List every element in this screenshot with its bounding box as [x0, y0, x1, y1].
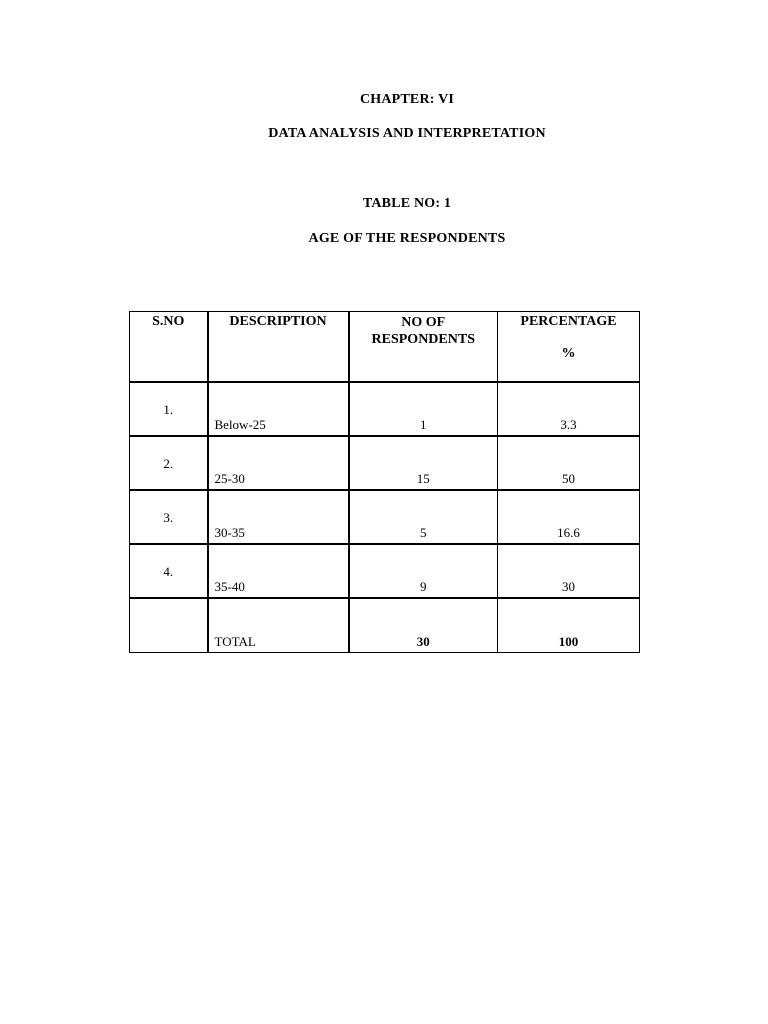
header-percentage-label: PERCENTAGE: [520, 314, 617, 329]
table-row: [130, 436, 640, 490]
row-description: Below-25: [214, 416, 266, 432]
row-percentage: 16.6: [557, 524, 580, 540]
row-sno: 1.: [163, 401, 174, 417]
row-sno: 4.: [163, 563, 174, 579]
row-percentage: 30: [562, 578, 575, 594]
chapter-heading: CHAPTER: VI: [359, 92, 455, 107]
row-description: 25-30: [214, 470, 245, 486]
header-sno: S.NO: [130, 312, 208, 382]
respondents-age-table: [129, 311, 640, 653]
table-row: [130, 544, 640, 598]
header-description: DESCRIPTION: [208, 312, 349, 382]
total-label: TOTAL: [214, 633, 256, 649]
table-total-row: [130, 598, 640, 653]
row-description: 30-35: [214, 524, 245, 540]
row-respondents: 1: [420, 416, 427, 432]
header-percentage-symbol: %: [561, 346, 576, 361]
row-sno: 3.: [163, 509, 174, 525]
table-row: [130, 382, 640, 436]
row-description: 35-40: [214, 578, 245, 594]
row-percentage: 3.3: [560, 416, 577, 432]
row-respondents: 15: [416, 470, 430, 486]
total-percentage: 100: [558, 633, 579, 649]
header-respondents: [349, 312, 498, 382]
table-caption: AGE OF THE RESPONDENTS: [308, 231, 506, 246]
row-respondents: 5: [420, 524, 427, 540]
header-respondents-label: NO OF RESPONDENTS: [371, 315, 475, 347]
total-respondents: 30: [416, 633, 430, 649]
row-sno: 2.: [163, 455, 174, 471]
table-number: TABLE NO: 1: [362, 196, 452, 211]
header-percentage: [498, 312, 640, 382]
row-percentage: 50: [562, 470, 575, 486]
table-header-row: [130, 312, 640, 382]
table-row: [130, 490, 640, 544]
row-respondents: 9: [420, 578, 427, 594]
page-title: DATA ANALYSIS AND INTERPRETATION: [268, 126, 546, 141]
